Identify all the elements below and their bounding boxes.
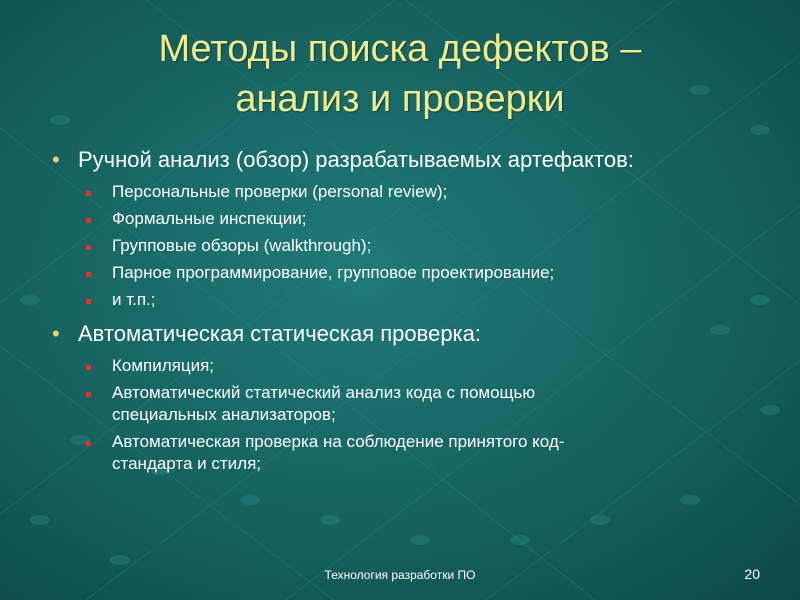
sub-bullet-item xyxy=(52,355,772,377)
square-bullet-icon xyxy=(86,365,91,370)
bullet-text: Автоматическая статическая проверка: xyxy=(78,321,482,346)
sub-bullet-item xyxy=(52,289,772,311)
bullet-text: Ручной анализ (обзор) разрабатываемых артефактов: xyxy=(78,147,634,172)
sub-bullet-item xyxy=(52,235,772,257)
sub-bullet-item xyxy=(52,382,772,426)
sub-bullet-text: и т.п.; xyxy=(112,290,156,309)
sub-bullet-item xyxy=(52,208,772,230)
sub-bullet-text: Персональные проверки (personal review); xyxy=(112,182,448,201)
footer-text: Технология разработки ПО xyxy=(324,568,476,582)
square-bullet-icon xyxy=(86,441,91,446)
page-number: 20 xyxy=(744,566,760,582)
bullet-item-automatic-check xyxy=(52,320,772,348)
round-bullet-icon: • xyxy=(52,321,60,346)
square-bullet-icon xyxy=(86,245,91,250)
sub-bullet-item xyxy=(52,181,772,203)
sub-bullet-text-line-1: Автоматическая проверка на соблюдение принятого код- xyxy=(112,432,565,451)
sub-bullet-item xyxy=(52,262,772,284)
round-bullet-icon: • xyxy=(52,147,60,172)
square-bullet-icon xyxy=(86,218,91,223)
sub-bullet-text: Парное программирование, групповое проектирование; xyxy=(112,263,555,282)
square-bullet-icon xyxy=(86,272,91,277)
sub-bullet-text: Компиляция; xyxy=(112,356,215,375)
square-bullet-icon xyxy=(86,392,91,397)
slide-title-line-1: Методы поиска дефектов – xyxy=(158,28,642,70)
slide-title xyxy=(40,24,760,124)
sub-bullet-text: Формальные инспекции; xyxy=(112,209,307,228)
sub-bullet-text-line-2: стандарта и стиля; xyxy=(112,454,262,473)
bullet-item-manual-analysis xyxy=(52,146,772,174)
slide-title-line-2: анализ и проверки xyxy=(235,78,565,120)
slide-content xyxy=(52,146,772,480)
square-bullet-icon xyxy=(86,191,91,196)
sub-bullet-text: Групповые обзоры (walkthrough); xyxy=(112,236,372,255)
sub-bullet-item xyxy=(52,431,772,475)
square-bullet-icon xyxy=(86,299,91,304)
sub-bullet-text-line-2: специальных анализаторов; xyxy=(112,405,336,424)
sub-bullet-text-line-1: Автоматический статический анализ кода с помощью xyxy=(112,383,536,402)
